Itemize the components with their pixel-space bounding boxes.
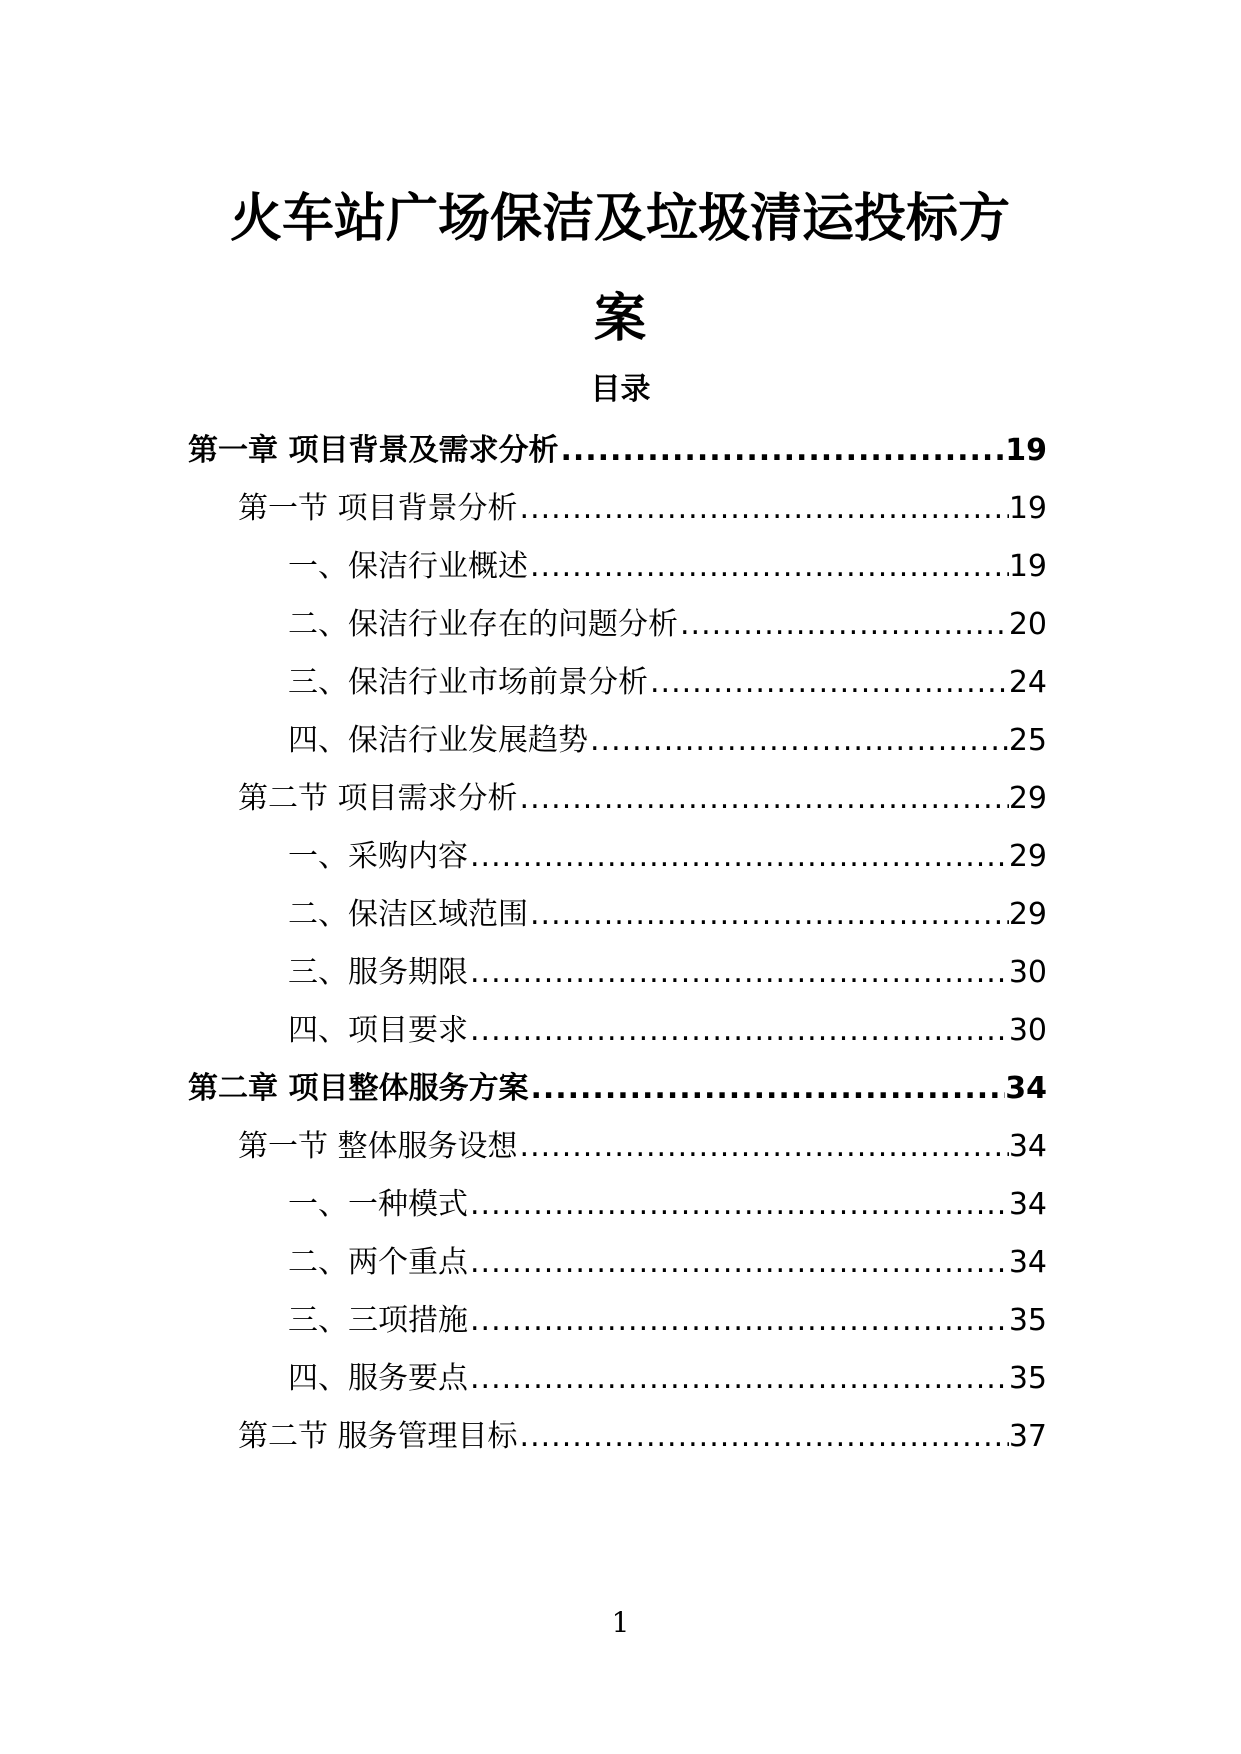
toc-entry-label: 四、项目要求 — [288, 1013, 468, 1048]
toc-leader-dots — [558, 426, 1005, 476]
toc-chapter-1[interactable] — [188, 426, 1047, 476]
toc-leader-dots — [648, 658, 1009, 708]
toc-item-2-1-4[interactable] — [288, 1354, 1047, 1404]
toc-leader-dots — [528, 890, 1009, 940]
toc-entry-page: 34 — [1008, 1187, 1047, 1222]
toc-entry-page: 34 — [1008, 1129, 1047, 1164]
toc-leader-dots — [528, 542, 1009, 592]
toc-entry-label: 四、保洁行业发展趋势 — [288, 723, 588, 758]
toc-leader-dots — [588, 716, 1009, 766]
toc-item-1-2-4[interactable] — [288, 1006, 1047, 1056]
toc-leader-dots — [678, 600, 1009, 650]
toc-leader-dots — [468, 1180, 1009, 1230]
toc-entry-label: 第一节 项目背景分析 — [238, 491, 518, 526]
toc-entry-label: 三、保洁行业市场前景分析 — [288, 665, 648, 700]
toc-entry-page: 20 — [1008, 607, 1047, 642]
toc-leader-dots — [468, 1354, 1009, 1404]
toc-leader-dots — [468, 948, 1009, 998]
toc-entry-page: 25 — [1008, 723, 1047, 758]
toc-entry-page: 19 — [1005, 433, 1047, 468]
toc-entry-page: 29 — [1008, 897, 1047, 932]
toc-heading: 目录 — [590, 372, 651, 407]
toc-entry-page: 35 — [1008, 1303, 1047, 1338]
document-title-line-2: 案 — [593, 289, 646, 349]
toc-entry-page: 34 — [1008, 1245, 1047, 1280]
toc-leader-dots — [468, 832, 1009, 882]
toc-entry-label: 三、服务期限 — [288, 955, 468, 990]
toc-entry-label: 第一节 整体服务设想 — [238, 1129, 518, 1164]
toc-entry-label: 第二节 服务管理目标 — [238, 1419, 518, 1454]
toc-leader-dots — [468, 1006, 1009, 1056]
toc-item-2-1-1[interactable] — [288, 1180, 1047, 1230]
toc-item-1-2-2[interactable] — [288, 890, 1047, 940]
toc-entry-label: 二、保洁区域范围 — [288, 897, 528, 932]
toc-entry-label: 三、三项措施 — [288, 1303, 468, 1338]
toc-entry-page: 37 — [1008, 1419, 1047, 1454]
toc-leader-dots — [468, 1238, 1009, 1288]
toc-entry-label: 第一章 项目背景及需求分析 — [188, 433, 559, 468]
toc-entry-page: 29 — [1008, 781, 1047, 816]
toc-item-1-2-1[interactable] — [288, 832, 1047, 882]
toc-leader-dots — [518, 484, 1009, 534]
toc-entry-label: 一、一种模式 — [288, 1187, 468, 1222]
toc-section-1-1[interactable] — [238, 484, 1047, 534]
toc-entry-label: 一、采购内容 — [288, 839, 468, 874]
toc-entry-label: 二、两个重点 — [288, 1245, 468, 1280]
toc-section-2-2[interactable] — [238, 1412, 1047, 1462]
toc-section-2-1[interactable] — [238, 1122, 1047, 1172]
toc-leader-dots — [518, 774, 1009, 824]
toc-item-2-1-3[interactable] — [288, 1296, 1047, 1346]
toc-item-1-1-1[interactable] — [288, 542, 1047, 592]
toc-leader-dots — [518, 1122, 1009, 1172]
toc-item-1-1-2[interactable] — [288, 600, 1047, 650]
toc-entry-label: 一、保洁行业概述 — [288, 549, 528, 584]
toc-entry-page: 19 — [1008, 491, 1047, 526]
toc-item-1-2-3[interactable] — [288, 948, 1047, 998]
toc-item-2-1-2[interactable] — [288, 1238, 1047, 1288]
toc-entry-page: 34 — [1005, 1071, 1047, 1106]
toc-section-1-2[interactable] — [238, 774, 1047, 824]
toc-entry-label: 第二章 项目整体服务方案 — [188, 1071, 529, 1106]
toc-entry-label: 四、服务要点 — [288, 1361, 468, 1396]
page-number: 1 — [611, 1606, 630, 1639]
toc-leader-dots — [518, 1412, 1009, 1462]
toc-entry-label: 二、保洁行业存在的问题分析 — [288, 607, 678, 642]
toc-chapter-2[interactable] — [188, 1064, 1047, 1114]
toc-entry-label: 第二节 项目需求分析 — [238, 781, 518, 816]
toc-leader-dots — [528, 1064, 1005, 1114]
toc-entry-page: 35 — [1008, 1361, 1047, 1396]
toc-item-1-1-3[interactable] — [288, 658, 1047, 708]
toc-entry-page: 30 — [1008, 955, 1047, 990]
toc-item-1-1-4[interactable] — [288, 716, 1047, 766]
toc-entry-page: 29 — [1008, 839, 1047, 874]
toc-leader-dots — [468, 1296, 1009, 1346]
toc-entry-page: 19 — [1008, 549, 1047, 584]
toc-entry-page: 30 — [1008, 1013, 1047, 1048]
document-title-line-1: 火车站广场保洁及垃圾清运投标方 — [229, 189, 1010, 249]
toc-entry-page: 24 — [1008, 665, 1047, 700]
